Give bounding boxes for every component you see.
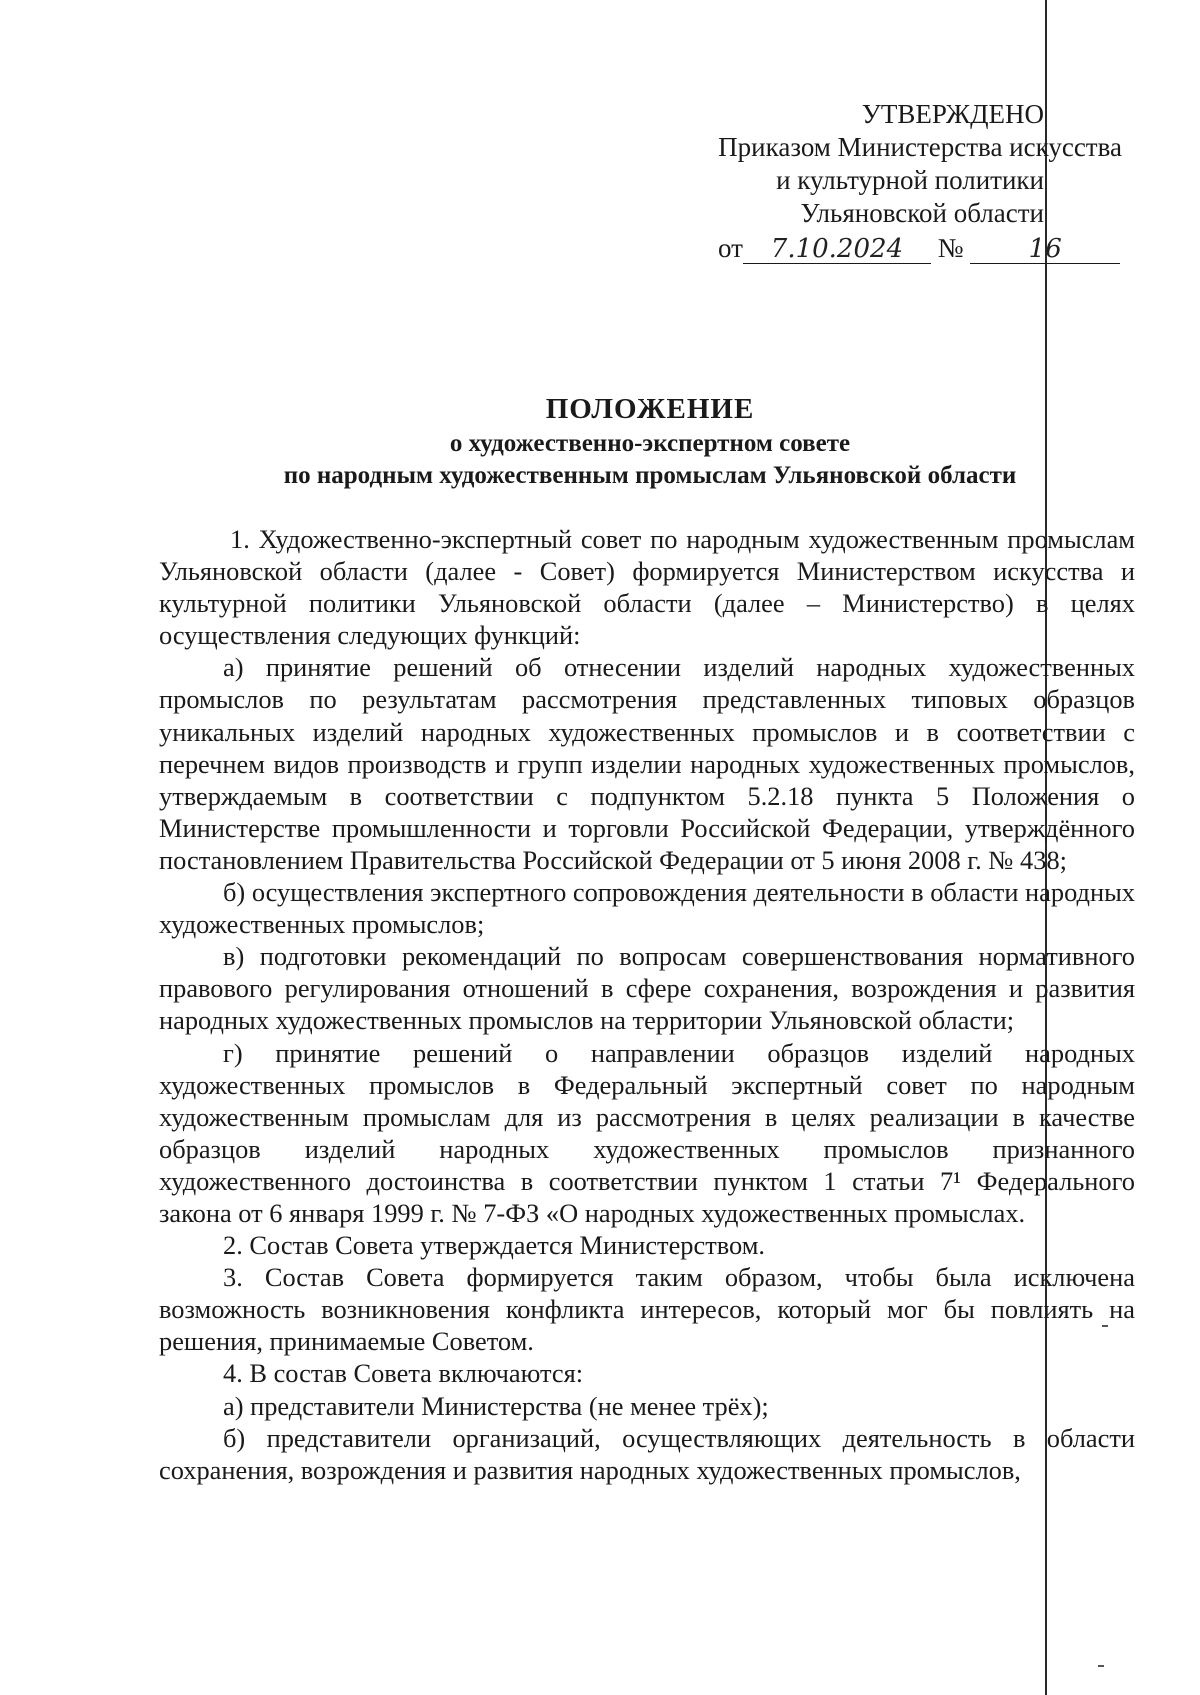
paragraph-1c: в) подготовки рекомендаций по вопросам совершенствования нормативного правового регулирования отношений в сфере сохранения, возрождения и развития народных художественных промыслов на территории Ульяновской области; <box>159 941 1135 1036</box>
approval-block <box>562 98 1122 230</box>
document-body <box>159 523 1135 1486</box>
date-prefix: от <box>718 233 743 263</box>
approval-order-line: Приказом Министерства искусства <box>718 132 1122 162</box>
paragraph-1b: б) осуществления экспертного сопровождения деятельности в области народных художественных промыслов; <box>159 877 1135 940</box>
paragraph-1a: а) принятие решений об отнесении изделий народных художественных промыслов по результатам рассмотрения представленных типовых образцов уникальных изделий народных художественных промыслов и в соответствии с перечнем видов производств и групп изделии народных художественных промыслов, утверждаемым в соответствии с подпунктом 5.2.18 пункта 5 Положения о Министерстве промышленности и торговли Российской Федерации, утверждённого постановлением Правительства Российской Федерации от 5 июня 2008 г. № 438; <box>159 652 1135 875</box>
document-title: ПОЛОЖЕНИЕ <box>545 393 755 425</box>
paragraph-3: 3. Состав Совета формируется таким образом, чтобы была исключена возможность возникновения конфликта интересов, который мог бы повлиять на решения, принимаемые Советом. <box>159 1262 1135 1357</box>
document-title-block <box>160 390 1140 492</box>
handwritten-number: 16 <box>970 235 1120 264</box>
paragraph-4a: а) представители Министерства (не менее трёх); <box>223 1390 769 1421</box>
handwritten-date: 7.10.2024 <box>743 235 931 264</box>
scan-artifact-dot <box>1098 1665 1104 1667</box>
approval-date-row <box>718 232 1120 265</box>
document-subtitle-line-2: по народным художественным промыслам Ульяновской области <box>283 462 1017 489</box>
document-subtitle-line-1: о художественно-экспертном совете <box>449 430 851 457</box>
approval-ministry-line: и культурной политики <box>776 165 1044 195</box>
paragraph-2: 2. Состав Совета утверждается Министерством. <box>223 1230 766 1261</box>
paragraph-1d: г) принятие решений о направлении образцов изделий народных художественных промыслов в Федеральный экспертный совет по народным художественным промыслам для из рассмотрения в целях реализации в качестве образцов изделий народных художественных промыслов признанного художественного достоинства в соответствии пунктом 1 статьи 7¹ Федерального закона от 6 января 1999 г. № 7-ФЗ «О народных художественных промыслах. <box>159 1037 1135 1228</box>
paragraph-4: 4. В состав Совета включаются: <box>223 1358 584 1389</box>
paragraph-1: 1. Художественно-экспертный совет по народным художественным промыслам Ульяновской области (далее - Совет) формируется Министерством искусства и культурной политики Ульяновской области (далее – Министерство) в целях осуществления следующих функций: <box>159 524 1135 651</box>
number-sign: № <box>937 233 964 263</box>
approval-heading: УТВЕРЖДЕНО <box>861 99 1044 129</box>
paragraph-4b: б) представители организаций, осуществляющих деятельность в области сохранения, возрождения и развития народных художественных промыслов, <box>159 1422 1135 1485</box>
approval-region-line: Ульяновской области <box>800 198 1044 228</box>
